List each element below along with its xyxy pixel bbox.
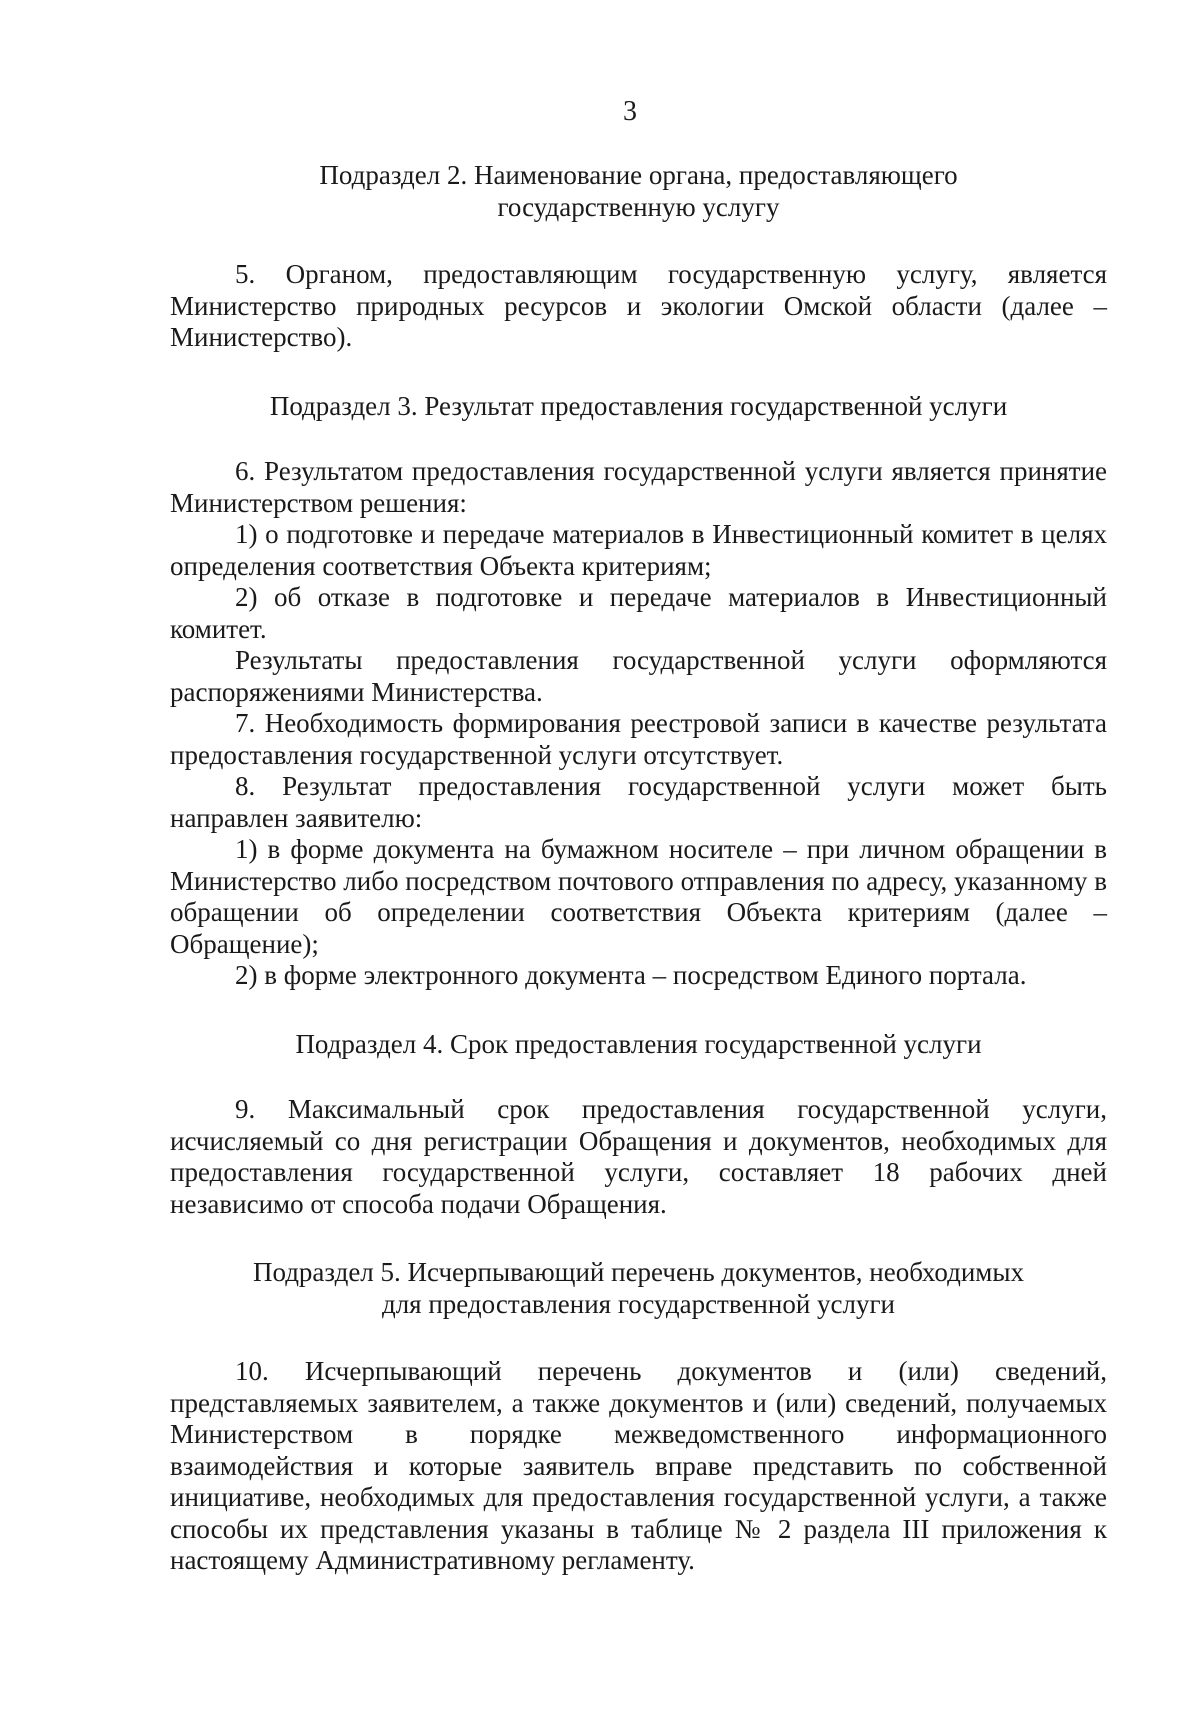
heading-line: Подраздел 2. Наименование органа, предоставляющего bbox=[319, 160, 958, 190]
paragraph: 1) в форме документа на бумажном носителе – при личном обращении в Министерство либо посредством почтового отправления по адресу, указанному в обращении об определении соответствия Объекта критериям (далее – Обращение); bbox=[170, 834, 1107, 959]
section-heading bbox=[170, 1257, 1107, 1320]
paragraph: 8. Результат предоставления государственной услуги может быть направлен заявителю: bbox=[170, 771, 1107, 833]
paragraph: 6. Результатом предоставления государственной услуги является принятие Министерством решения: bbox=[170, 456, 1107, 518]
section-5 bbox=[170, 1257, 1107, 1577]
section-heading: Подраздел 4. Срок предоставления государственной услуги bbox=[295, 1028, 982, 1059]
section-2 bbox=[170, 160, 1107, 354]
heading-line: государственную услугу bbox=[497, 191, 780, 222]
paragraph: 7. Необходимость формирования реестровой записи в качестве результата предоставления государственной услуги отсутствует. bbox=[170, 708, 1107, 770]
paragraph: 1) о подготовке и передаче материалов в Инвестиционный комитет в целях определения соответствия Объекта критериям; bbox=[170, 519, 1107, 581]
paragraph: 9. Максимальный срок предоставления государственной услуги, исчисляемый со дня регистрации Обращения и документов, необходимых для предоставления государственной услуги, составляет 18 рабочих дней независимо от способа подачи Обращения. bbox=[170, 1094, 1107, 1219]
paragraph: Результаты предоставления государственной услуги оформляются распоряжениями Министерства. bbox=[170, 645, 1107, 707]
document-body bbox=[170, 160, 1107, 1577]
section-heading bbox=[170, 160, 1107, 223]
paragraph: 10. Исчерпывающий перечень документов и (или) сведений, представляемых заявителем, а также документов и (или) сведений, получаемых Министерством в порядке межведомственного информационного взаимодействия и которые заявитель вправе представить по собственной инициативе, необходимых для предоставления государственной услуги, а также способы их представления указаны в таблице № 2 раздела III приложения к настоящему Административному регламенту. bbox=[170, 1356, 1107, 1575]
heading-line: Подраздел 5. Исчерпывающий перечень документов, необходимых bbox=[252, 1257, 1025, 1287]
page-number: 3 bbox=[623, 96, 637, 127]
heading-line: для предоставления государственной услуги bbox=[381, 1288, 896, 1319]
paragraph: 2) в форме электронного документа – посредством Единого портала. bbox=[235, 960, 1027, 990]
paragraph: 5. Органом, предоставляющим государственную услугу, является Министерство природных ресурсов и экологии Омской области (далее – Министерство). bbox=[170, 259, 1107, 352]
section-4 bbox=[170, 1029, 1107, 1221]
section-3 bbox=[170, 391, 1107, 992]
section-heading: Подраздел 3. Результат предоставления государственной услуги bbox=[269, 390, 1008, 421]
paragraph: 2) об отказе в подготовке и передаче материалов в Инвестиционный комитет. bbox=[170, 582, 1107, 644]
